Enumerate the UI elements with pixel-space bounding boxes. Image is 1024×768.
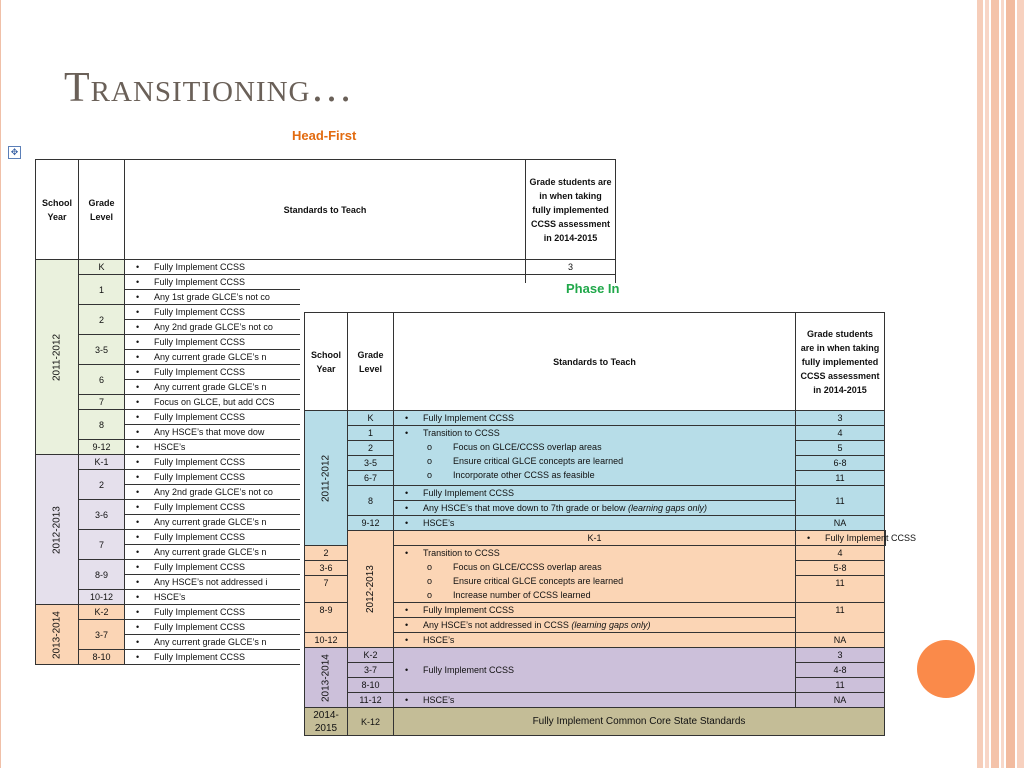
- sub-bullet: o: [427, 442, 433, 452]
- bullet: •: [136, 457, 140, 467]
- standard-text: Increase number of CCSS learned: [453, 590, 591, 600]
- value-cell: 4: [796, 426, 885, 441]
- standard-text: Any HSCE’s not addressed i: [154, 577, 268, 587]
- standard-text: Fully Implement CCSS: [423, 488, 515, 498]
- value-cell: 11: [796, 486, 885, 516]
- bullet: •: [405, 695, 409, 705]
- standard-text: Ensure critical GLCE concepts are learned: [453, 456, 624, 466]
- bullet: •: [405, 548, 409, 558]
- standard-text: Fully Implement CCSS: [154, 472, 246, 482]
- phase-in-label: Phase In: [566, 281, 620, 296]
- bullet: •: [136, 637, 140, 647]
- sub-bullet: o: [427, 562, 433, 572]
- standard-text: Any 1st grade GLCE’s not co: [154, 292, 270, 302]
- header-school-year: School Year: [305, 313, 348, 411]
- bullet: •: [136, 352, 140, 362]
- standard-cell: [125, 260, 526, 275]
- standard-text: Any HSCE’s that move dow: [154, 427, 265, 437]
- standard-text: HSCE’s: [154, 442, 186, 452]
- bullet: •: [405, 488, 409, 498]
- bullet: •: [136, 307, 140, 317]
- grade-cell: 11-12: [348, 693, 394, 708]
- grade-cell: K-2: [348, 648, 394, 663]
- bullet: •: [136, 367, 140, 377]
- grade-cell: 1: [79, 275, 125, 305]
- value-cell: 11: [796, 576, 885, 603]
- decor-stripe: [985, 0, 989, 768]
- standard-text: Fully Implement CCSS: [154, 367, 246, 377]
- standard-cell: [394, 546, 796, 603]
- value-cell: NA: [796, 693, 885, 708]
- value-cell: 5: [796, 441, 885, 456]
- standard-text: Any current grade GLCE’s n: [154, 352, 267, 362]
- bullet: •: [136, 262, 140, 272]
- grade-cell: K-12: [348, 708, 394, 736]
- bullet: •: [136, 577, 140, 587]
- value-cell: 5-8: [796, 561, 885, 576]
- bullet: •: [405, 428, 409, 438]
- bullet: •: [136, 652, 140, 662]
- standard-text: Fully Implement CCSS: [154, 502, 246, 512]
- grade-cell: 1: [348, 426, 394, 441]
- head-first-label: Head-First: [292, 128, 357, 143]
- header-grade-level: Grade Level: [348, 313, 394, 411]
- standard-cell: [394, 486, 796, 501]
- standard-cell: [394, 693, 796, 708]
- decor-stripe: [991, 0, 999, 768]
- standard-text: Fully Implement CCSS: [154, 562, 246, 572]
- grade-cell: K: [348, 411, 394, 426]
- bullet: •: [136, 277, 140, 287]
- value-cell: 6-8: [796, 456, 885, 471]
- decor-stripe: [1017, 0, 1024, 768]
- grade-cell: K: [79, 260, 125, 275]
- value-cell: NA: [796, 633, 885, 648]
- grade-cell: 8-9: [79, 560, 125, 590]
- grade-cell: 2: [79, 470, 125, 500]
- standard-text: Fully Implement CCSS: [423, 605, 515, 615]
- standard-text: Focus on GLCE/CCSS overlap areas: [453, 562, 602, 572]
- bullet: •: [136, 397, 140, 407]
- standard-text: Fully Implement CCSS: [154, 262, 246, 272]
- value-cell: 4-8: [796, 663, 885, 678]
- standard-text: Fully Implement CCSS: [825, 533, 917, 543]
- grade-cell: K-1: [394, 531, 796, 546]
- bullet: •: [136, 337, 140, 347]
- bullet: •: [136, 322, 140, 332]
- bullet: •: [405, 503, 409, 513]
- grade-cell: 8: [79, 410, 125, 440]
- header-assessment-grade: Grade students are in when taking fully implemented CCSS assessment in 2014-2015: [526, 160, 616, 260]
- standard-note: (learning gaps only): [627, 503, 708, 513]
- slide-title: Transitioning…: [64, 65, 354, 111]
- grade-cell: 3-7: [348, 663, 394, 678]
- standard-text: Transition to CCSS: [423, 548, 500, 558]
- standard-text: Fully Implement CCSS: [154, 307, 246, 317]
- standard-cell: [394, 648, 796, 693]
- grade-cell: 2: [348, 441, 394, 456]
- grade-cell: K-2: [79, 605, 125, 620]
- value-cell: 4: [796, 546, 885, 561]
- year-cell: 2013-2014: [36, 605, 79, 665]
- standard-text: Incorporate other CCSS as feasible: [453, 470, 595, 480]
- grade-cell: 6-7: [348, 471, 394, 486]
- sub-bullet: o: [427, 470, 433, 480]
- standard-text: Fully Implement CCSS: [154, 532, 246, 542]
- standard-text: Fully Implement CCSS: [154, 622, 246, 632]
- bullet: •: [136, 382, 140, 392]
- value-cell: 11: [796, 471, 885, 486]
- header-grade-level: Grade Level: [79, 160, 125, 260]
- grade-cell: 3-6: [305, 561, 348, 576]
- grade-cell: 3-5: [348, 456, 394, 471]
- standard-cell: [394, 516, 796, 531]
- bullet: •: [136, 502, 140, 512]
- bullet: •: [136, 547, 140, 557]
- grade-cell: 2: [79, 305, 125, 335]
- sub-bullet: o: [427, 456, 433, 466]
- bullet: •: [136, 622, 140, 632]
- standard-text: Any current grade GLCE’s n: [154, 547, 267, 557]
- decor-stripe: [1001, 0, 1004, 768]
- standard-cell: Fully Implement Common Core State Standards: [394, 708, 885, 736]
- grade-cell: 2: [305, 546, 348, 561]
- bullet: •: [136, 472, 140, 482]
- standard-cell: [394, 633, 796, 648]
- standard-text: Fully Implement CCSS: [423, 413, 515, 423]
- year-cell: 2011-2012: [305, 411, 348, 546]
- standard-text: HSCE’s: [423, 695, 455, 705]
- phase-in-table-container: [300, 283, 917, 753]
- standard-cell: [394, 603, 796, 618]
- standard-text: Fully Implement CCSS: [154, 607, 246, 617]
- bullet: •: [136, 292, 140, 302]
- value-cell: 3: [796, 411, 885, 426]
- standard-text: Fully Implement CCSS: [154, 277, 246, 287]
- year-cell: 2013-2014: [305, 648, 348, 708]
- value-cell: NA: [796, 516, 885, 531]
- standard-text: Fully Implement CCSS: [154, 652, 246, 662]
- header-standards: Standards to Teach: [394, 313, 796, 411]
- grade-cell: 7: [79, 395, 125, 410]
- standard-text: Transition to CCSS: [423, 428, 500, 438]
- bullet: •: [136, 412, 140, 422]
- grade-cell: 9-12: [348, 516, 394, 531]
- standard-cell: [394, 618, 796, 633]
- standard-text: Focus on GLCE, but add CCS: [154, 397, 275, 407]
- grade-cell: 3-6: [79, 500, 125, 530]
- standard-text: Any current grade GLCE’s n: [154, 517, 267, 527]
- grade-cell: 8: [348, 486, 394, 516]
- bullet: •: [807, 533, 811, 543]
- left-edge-line: [0, 0, 1, 768]
- orange-circle-decoration: [917, 640, 975, 698]
- phase-in-table: [304, 312, 917, 736]
- bullet: •: [405, 635, 409, 645]
- value-cell: 3: [796, 648, 885, 663]
- grade-cell: 3-5: [79, 335, 125, 365]
- year-cell: 2014-2015: [305, 708, 348, 736]
- standard-text: Fully Implement CCSS: [154, 412, 246, 422]
- value-cell: 3: [526, 260, 616, 275]
- grade-cell: 6: [79, 365, 125, 395]
- bullet: •: [136, 517, 140, 527]
- bullet: •: [405, 518, 409, 528]
- bullet: •: [136, 442, 140, 452]
- table-move-handle-icon[interactable]: ✥: [8, 146, 21, 159]
- bullet: •: [136, 487, 140, 497]
- decor-stripe: [977, 0, 983, 768]
- bullet: •: [405, 620, 409, 630]
- bullet: •: [405, 413, 409, 423]
- standard-text: Any current grade GLCE’s n: [154, 382, 267, 392]
- standard-text: Any HSCE’s not addressed in CCSS: [423, 620, 569, 630]
- decor-stripe: [1006, 0, 1015, 768]
- grade-cell: 7: [79, 530, 125, 560]
- bullet: •: [136, 562, 140, 572]
- grade-cell: 8-10: [79, 650, 125, 665]
- value-cell: 11: [796, 678, 885, 693]
- grade-cell: 9-12: [79, 440, 125, 455]
- standard-text: Fully Implement CCSS: [423, 665, 515, 675]
- standard-cell: [394, 426, 796, 486]
- grade-cell: 8-9: [305, 603, 348, 633]
- standard-text: Fully Implement CCSS: [154, 337, 246, 347]
- standard-text: Ensure critical GLCE concepts are learned: [453, 576, 624, 586]
- sub-bullet: o: [427, 576, 433, 586]
- grade-cell: 10-12: [79, 590, 125, 605]
- standard-text: Any HSCE’s that move down to 7th grade or below: [423, 503, 626, 513]
- grade-cell: 8-10: [348, 678, 394, 693]
- bullet: •: [405, 665, 409, 675]
- grade-cell: 3-7: [79, 620, 125, 650]
- year-cell: 2012-2013: [348, 531, 394, 648]
- grade-cell: 7: [305, 576, 348, 603]
- standard-text: Any 2nd grade GLCE’s not co: [154, 322, 273, 332]
- standard-text: Fully Implement CCSS: [154, 457, 246, 467]
- year-cell: 2011-2012: [36, 260, 79, 455]
- standard-cell: [394, 501, 796, 516]
- bullet: •: [136, 607, 140, 617]
- grade-cell: 10-12: [305, 633, 348, 648]
- bullet: •: [136, 427, 140, 437]
- table-row: [36, 260, 616, 275]
- standard-text: Focus on GLCE/CCSS overlap areas: [453, 442, 602, 452]
- standard-text: HSCE’s: [423, 635, 455, 645]
- year-cell: 2012-2013: [36, 455, 79, 605]
- standard-text: HSCE’s: [423, 518, 455, 528]
- standard-note: (learning gaps only): [571, 620, 651, 630]
- standard-cell: [394, 411, 796, 426]
- standard-text: Any current grade GLCE’s n: [154, 637, 267, 647]
- sub-bullet: o: [427, 590, 433, 600]
- bullet: •: [405, 605, 409, 615]
- standard-cell: [796, 531, 917, 546]
- header-assessment-grade: Grade students are in when taking fully implemented CCSS assessment in 2014-2015: [796, 313, 885, 411]
- standard-text: Any 2nd grade GLCE’s not co: [154, 487, 273, 497]
- standard-text: HSCE’s: [154, 592, 186, 602]
- bullet: •: [136, 532, 140, 542]
- header-school-year: School Year: [36, 160, 79, 260]
- bullet: •: [136, 592, 140, 602]
- grade-cell: K-1: [79, 455, 125, 470]
- value-cell: 11: [796, 603, 885, 633]
- header-standards: Standards to Teach: [125, 160, 526, 260]
